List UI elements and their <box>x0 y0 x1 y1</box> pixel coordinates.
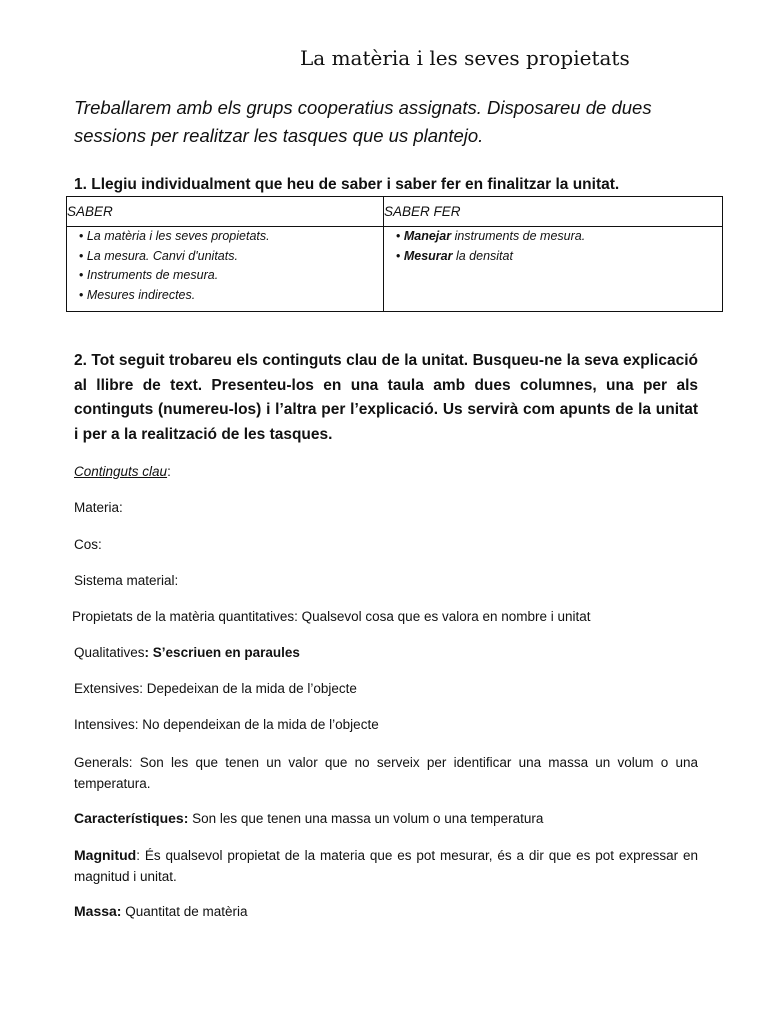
quantitatives-line: Propietats de la matèria quantitatives: Qualsevol cosa que es valora en nombre i unitat <box>72 609 591 624</box>
materia-line: Materia: <box>74 500 123 515</box>
list-item: • Mesures indirectes. <box>79 287 196 302</box>
page-title: La matèria i les seves propietats <box>300 46 630 70</box>
section1-heading: 1. Llegiu individualment que heu de saber i saber fer en finalitzar la unitat. <box>74 176 620 193</box>
sistema-line: Sistema material: <box>74 573 179 588</box>
generals-paragraph: Generals: Son les que tenen un valor que no serveix per identificar una massa un volum o una temperatura. <box>74 755 698 791</box>
qualitatives-line: Qualitatives: S’escriuen en paraules <box>74 645 300 660</box>
intro-paragraph: Treballarem amb els grups cooperatius assignats. Disposareu de dues sessions per realitzar les tasques que us plantejo. <box>74 97 652 146</box>
intensives-line: Intensives: No dependeixan de la mida de l’objecte <box>74 717 379 732</box>
massa-line: Massa: Quantitat de matèria <box>74 903 248 919</box>
cos-line: Cos: <box>74 537 102 552</box>
saber-cell <box>67 227 384 312</box>
saber-fer-cell <box>384 227 723 312</box>
section2-heading: 2. Tot seguit trobareu els continguts clau de la unitat. Busqueu-ne la seva explicació al llibre de text. Presenteu-los en una taula amb dues columnes, una per als continguts (numereu-los) i l’altra per l’explicació. Us servirà com apunts de la unitat i per a la realització de les tasques. <box>74 352 698 443</box>
saber-header: SABER <box>67 197 384 227</box>
extensives-line: Extensives: Depedeixan de la mida de l’objecte <box>74 681 357 696</box>
magnitud-paragraph: Magnitud: És qualsevol propietat de la materia que es pot mesurar, és a dir que es pot expressar en magnitud i unitat. <box>74 847 698 884</box>
list-item: • Mesurar la densitat <box>396 248 513 263</box>
saber-table <box>66 196 723 312</box>
list-item: • Manejar instruments de mesura. <box>396 229 586 243</box>
saber-fer-header: SABER FER <box>384 197 723 227</box>
list-item: • Instruments de mesura. <box>79 268 219 282</box>
caracteristiques-line: Característiques: Son les que tenen una massa un volum o una temperatura <box>74 810 544 826</box>
list-item: • La mesura. Canvi d'unitats. <box>79 248 238 263</box>
continguts-clau-label: Continguts clau: <box>74 464 171 479</box>
list-item: • La matèria i les seves propietats. <box>79 229 270 243</box>
